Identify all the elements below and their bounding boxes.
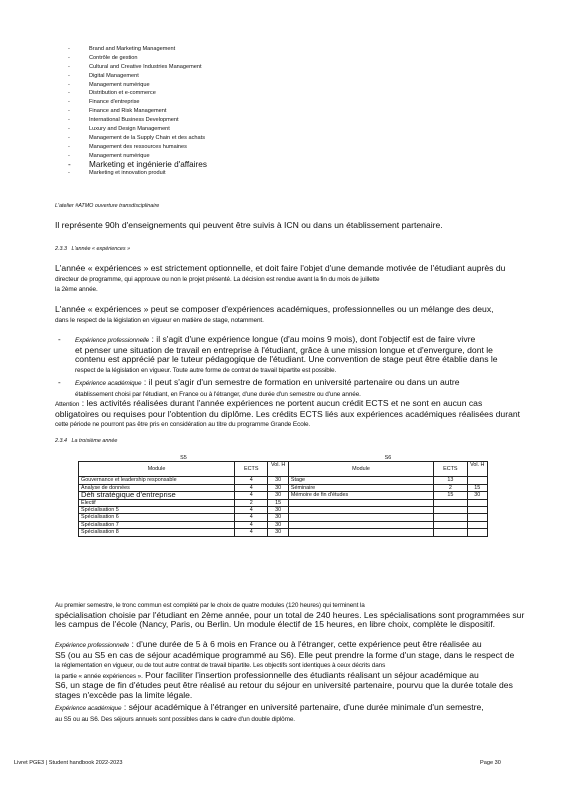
list-item: - Marketing et ingénierie d'affaires xyxy=(68,159,207,169)
paragraph-experience-professionnelle-3a: Expérience professionnelle : d'une durée de 5 à 6 mois en France ou à l'étranger, cette expérience peut être réalisée au S5 (ou au S5 en cas de séjour académique programmé au S6). Elle peut prendre la forme d'un stage, dans le respect de la réglementation en vigueur, ou de tout autre contrat de travail bipartite. Les objectifs sont identiques à ceux décrits dans la partie « année expériences ». Pour faciliter l'insertion professionnelle des étudiants réalisant un séjour académique au S6, un stage de fin d'études peut être réalisé au retour du séjour en université partenaire, pourvu que la durée totale des stages n'excède pas la limite légale. xyxy=(55,639,515,700)
table-semester-row xyxy=(79,455,488,462)
table-row: Gouvernance et leadership responsable 4 30 Stage 13 xyxy=(79,477,488,484)
list-item: - Marketing et innovation produit xyxy=(68,170,166,177)
list-item: - Contrôle de gestion xyxy=(68,54,138,61)
header-ects: ECTS xyxy=(235,462,268,477)
list-item: - Management des ressources humaines xyxy=(68,143,187,150)
bullet-dash: - xyxy=(58,378,61,387)
table-row: Spécialisation 6 4 30 xyxy=(79,514,488,521)
table-header-row xyxy=(79,462,488,477)
table-row: Spécialisation 7 4 30 xyxy=(79,521,488,528)
header-vol: Vol. H xyxy=(268,462,288,477)
bullet-dash: - xyxy=(58,335,61,344)
list-item: - Distribution et e-commerce xyxy=(68,90,156,97)
list-item: - Management numérique xyxy=(68,152,150,159)
list-item: - Cultural and Creative Industries Management xyxy=(68,63,202,70)
paragraph-experience-academique-3a: Expérience académique : séjour académique à l'étranger en université partenaire, d'une durée minimale d'un semestre, au S5 ou au S6. Des séjours annuels sont possibles dans le cadre d'un double diplôme. xyxy=(55,702,484,723)
list-item: - Brand and Marketing Management xyxy=(68,46,176,52)
header-vol: Vol. H xyxy=(467,462,487,477)
paragraph-tronc-commun: Au premier semestre, le tronc commun est complété par le choix de quatre modules (120 heures) qui terminent la spécialisation choisie par l'étudiant en 2ème année, pour un total de 240 heures. Les spécialisations sont programmées sur les campus de l'école (Nancy, Paris, ou Berlin. Un module électif de 15 heures, en libre choix, complète le dispositif. xyxy=(55,602,525,630)
table-row: Spécialisation 5 4 30 xyxy=(79,507,488,514)
semester-s6: S6 xyxy=(384,455,392,461)
paragraph-experience-academique: Expérience académique : il peut s'agir d'un semestre de formation en université partenaire ou dans un autre établissement choisi par l'étudiant, en France ou à l'étranger, d'une durée d'un semestre ou d'une année. xyxy=(75,377,460,398)
table-row: Electif 2 15 xyxy=(79,499,488,506)
specialisation-list xyxy=(68,45,368,178)
list-item: - Finance d'entreprise xyxy=(68,99,140,106)
list-item: - Luxury and Design Management xyxy=(68,126,170,133)
section-heading-2-3-4: 2.3.4 La troisième année xyxy=(55,438,118,444)
page-number: Page 30 xyxy=(480,760,501,766)
module-table xyxy=(78,455,488,537)
list-item: - Management numérique xyxy=(68,81,150,88)
atelier-heading: L'atelier #ATMO ouverture transdisciplinaire xyxy=(55,203,160,209)
paragraph-attention: Attention : les activités réalisées durant l'année expériences ne portent aucun crédit ECTS et ne sont en aucun cas obligatoires ou requises pour l'obtention du diplôme. Les crédits ECTS liés aux expériences académiques réalisées durant cette période ne pourront pas être pris en considération au titre du programme Grande Ecole. xyxy=(55,398,521,429)
section-heading-2-3-3: 2.3.3 L'année « expériences » xyxy=(55,246,131,252)
header-ects: ECTS xyxy=(434,462,467,477)
atelier-paragraph: Il représente 90h d'enseignements qui peuvent être suivis à ICN ou dans un établissement partenaire. xyxy=(55,220,443,230)
list-item: - Management de la Supply Chain et des achats xyxy=(68,134,205,141)
list-item: - Digital Management xyxy=(68,72,139,79)
table-row: Défi stratégique d'entreprise 4 30 Mémoire de fin d'études 15 30 xyxy=(79,492,488,499)
list-item: - Finance and Risk Management xyxy=(68,108,167,115)
paragraph-experience-professionnelle: Expérience professionnelle : il s'agit d'une expérience longue (d'au moins 9 mois), dont l'objectif est de faire vivre et penser une situation de travail en entreprise à l'étudiant, grâce à une mission longue et d'envergure, dont le contenu est apprécié par le tuteur pédagogique de l'étudiant. Une convention de stage peut être établie dans le respect de la législation en vigueur. Toute autre forme de contrat de travail bipartite est possible. xyxy=(75,334,498,374)
footer-left: Livret PGE3 | Student handbook 2022-2023 xyxy=(14,760,123,766)
header-module: Module xyxy=(288,462,433,477)
table-row: Spécialisation 8 4 30 xyxy=(79,529,488,536)
list-item: - International Business Development xyxy=(68,117,179,124)
paragraph-composition: L'année « expériences » peut se composer d'expériences académiques, professionnelles ou un mélange des deux, dans le respect de la législation en vigueur en matière de stage, notamment. xyxy=(55,304,494,324)
table-row: Analyse de données 4 30 Séminaire 2 15 xyxy=(79,484,488,491)
semester-s5: S5 xyxy=(180,455,187,461)
paragraph-annee-experiences: L'année « expériences » est strictement optionnelle, et doit faire l'objet d'une demande motivée de l'étudiant auprès du directeur de programme, qui approuve ou non le projet présenté. La décision est rendue avant la fin du mois de juillette la 2ème année. xyxy=(55,263,506,294)
header-module: Module xyxy=(79,462,235,477)
